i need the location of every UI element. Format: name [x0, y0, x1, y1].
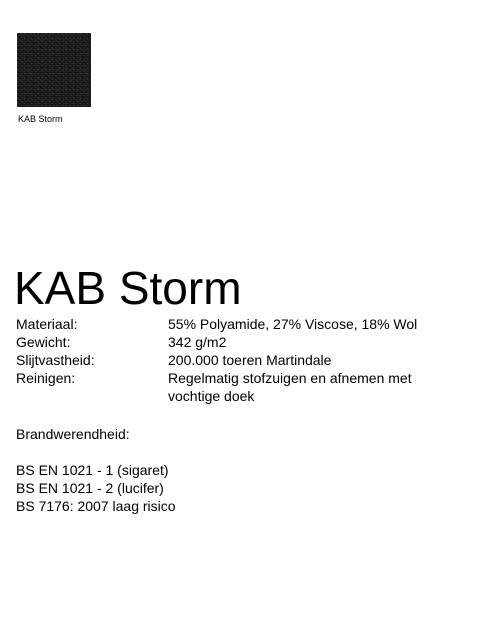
- fire-standard-item: BS 7176: 2007 laag risico: [16, 498, 176, 514]
- spec-label: Reinigen:: [16, 370, 76, 386]
- fire-standard-item: BS EN 1021 - 1 (sigaret): [16, 462, 169, 478]
- spec-value: 342 g/m2: [168, 334, 227, 350]
- fire-resistance-heading: Brandwerendheid:: [16, 426, 130, 442]
- spec-value: 55% Polyamide, 27% Viscose, 18% Wol: [168, 316, 418, 332]
- spec-row-abrasion: [16, 351, 486, 369]
- spec-table: [16, 315, 486, 405]
- product-title: KAB Storm: [14, 262, 242, 314]
- spec-value: Regelmatig stofzuigen en afnemen met vochtige doek: [168, 370, 412, 404]
- fabric-swatch-image: [17, 33, 91, 107]
- spec-label: Gewicht:: [16, 334, 71, 350]
- spec-row-material: [16, 315, 486, 333]
- spec-value: 200.000 toeren Martindale: [168, 352, 332, 368]
- fire-standard-item: BS EN 1021 - 2 (lucifer): [16, 480, 164, 496]
- spec-label: Materiaal:: [16, 316, 78, 332]
- fire-standards-list: [16, 461, 176, 515]
- fire-resistance-section: [16, 425, 176, 515]
- spec-row-weight: [16, 333, 486, 351]
- spec-label: Slijtvastheid:: [16, 352, 95, 368]
- spec-row-cleaning: [16, 369, 486, 405]
- swatch-caption: KAB Storm: [18, 114, 63, 124]
- fabric-swatch: [17, 33, 91, 107]
